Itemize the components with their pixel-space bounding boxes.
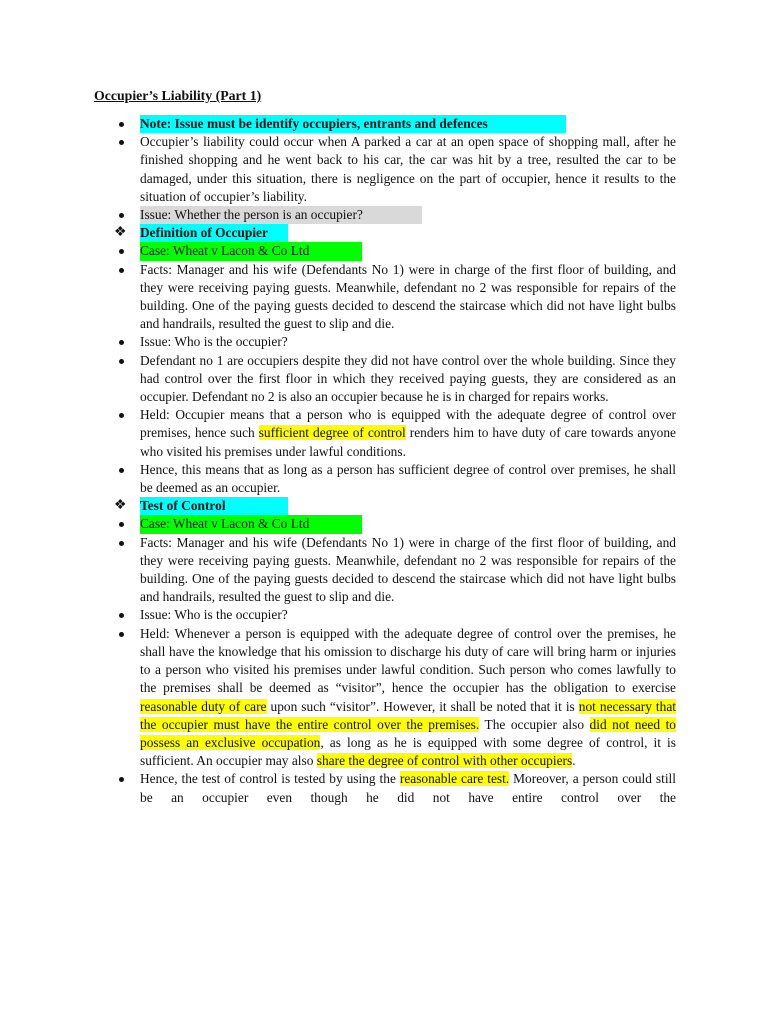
list-item-case bbox=[116, 242, 676, 260]
list-item-issue bbox=[116, 333, 676, 351]
list-item-note bbox=[116, 115, 676, 133]
list-item-facts bbox=[116, 261, 676, 334]
section-heading-definition bbox=[116, 224, 676, 242]
note-text: Note: Issue must be identify occupiers, entrants and defences bbox=[140, 115, 566, 133]
issue-text: Issue: Who is the occupier? bbox=[140, 334, 288, 350]
list-item-held bbox=[116, 406, 676, 461]
text-run: upon such “visitor”. However, it shall be noted that it is bbox=[266, 698, 579, 714]
issue-text: Issue: Who is the occupier? bbox=[140, 607, 288, 623]
list-item-case bbox=[116, 515, 676, 533]
facts-text: Facts: Manager and his wife (Defendants No 1) were in charge of the first floor of building, and they were receiving paying guests. Meanwhile, defendant no 2 was responsible for repairs of the building. One of the paying guests decided to descend the staircase which did not have light bulbs and handrails, resulted the guest to slip and die. bbox=[140, 534, 676, 605]
text-run: Moreover, a person could still be an occupier even though he did not have entire control over the bbox=[140, 771, 676, 805]
text-run: . bbox=[572, 753, 576, 769]
highlight-run: did not need to possess an exclusive occupation bbox=[140, 716, 676, 750]
hence-text bbox=[140, 770, 676, 806]
intro-text: Occupier’s liability could occur when A parked a car at an open space of shopping mall, after he finished shopping and he went back to his car, the car was hit by a tree, resulted the car to be damaged, under this situation, there is negligence on the part of occupier, hence it results to the situation of occupier’s liability. bbox=[140, 134, 676, 204]
list-item-held bbox=[116, 625, 676, 771]
issue-text: Issue: Whether the person is an occupier? bbox=[140, 206, 422, 224]
document-title: Occupier’s Liability (Part 1) bbox=[94, 88, 262, 103]
text-run: The occupier also bbox=[479, 716, 590, 732]
heading-text: Definition of Occupier bbox=[140, 224, 288, 242]
defendant-text: Defendant no 1 are occupiers despite they did not have control over the whole building. Since they had control over the first floor in which they received paying guests, they are considered as an occupier. Defendant no 2 is also an occupier because he is in charged for repairs works. bbox=[140, 352, 676, 405]
list-item-facts bbox=[116, 534, 676, 607]
text-run: renders him to have duty of care towards anyone who visited his premises under lawful conditions. bbox=[140, 425, 676, 459]
highlight-run: not necessary that the occupier must have the entire control over the premises. bbox=[140, 698, 677, 732]
highlight-run: sufficient degree of control bbox=[258, 425, 406, 441]
text-run: Held: Occupier means that a person who is equipped with the adequate degree of control over premises, hence such bbox=[140, 407, 676, 441]
bullet-list bbox=[116, 115, 676, 807]
highlight-run: reasonable duty of care bbox=[140, 698, 267, 714]
list-item-defendant bbox=[116, 352, 676, 407]
list-item-intro bbox=[116, 133, 676, 206]
facts-text: Facts: Manager and his wife (Defendants No 1) were in charge of the first floor of building, and they were receiving paying guests. Meanwhile, defendant no 2 was responsible for repairs of the building. One of the paying guests decided to descend the staircase which did not have light bulbs and handrails, resulted the guest to slip and die. bbox=[140, 261, 676, 332]
list-item-hence bbox=[116, 770, 676, 806]
text-run: Held: Whenever a person is equipped with the adequate degree of control over the premises, he shall have the knowledge that his omission to discharge his duty of care will bring harm or injuries to a person who visited his premises under lawful condition. Such person who comes lawfully to the premises shall be deemed as “visitor”, hence the occupier has the obligation to exercise bbox=[140, 625, 676, 696]
case-text: Case: Wheat v Lacon & Co Ltd bbox=[140, 515, 362, 533]
hence-text: Hence, this means that as long as a person has sufficient degree of control over premises, he shall be deemed as an occupier. bbox=[140, 461, 676, 496]
text-run: Hence, the test of control is tested by using the bbox=[140, 771, 400, 787]
held-text bbox=[140, 625, 676, 771]
list-item-issue bbox=[116, 606, 676, 624]
highlight-run: reasonable care test. bbox=[399, 771, 510, 787]
highlight-run: share the degree of control with other occupiers bbox=[316, 753, 573, 769]
list-item-hence bbox=[116, 461, 676, 497]
case-text: Case: Wheat v Lacon & Co Ltd bbox=[140, 242, 362, 260]
section-heading-test bbox=[116, 497, 676, 515]
diamond-bullet-icon: ❖ bbox=[114, 225, 127, 241]
held-text bbox=[140, 406, 676, 461]
heading-text: Test of Control bbox=[140, 497, 288, 515]
diamond-bullet-icon: ❖ bbox=[114, 498, 127, 514]
list-item-issue bbox=[116, 206, 676, 224]
text-run: , as long as he is equipped with some degree of control, it is sufficient. An occupier may also bbox=[140, 734, 676, 769]
